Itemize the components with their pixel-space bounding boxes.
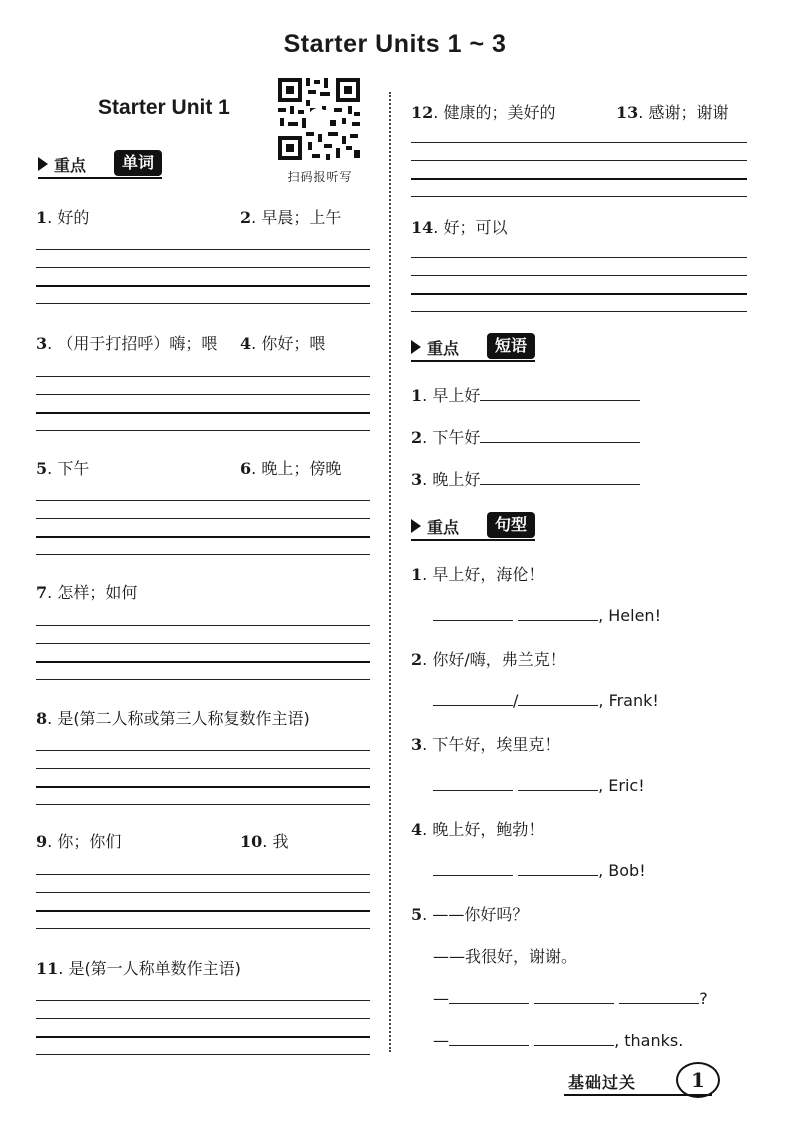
answer-line[interactable]	[36, 1036, 370, 1038]
answer-line[interactable]	[36, 1018, 370, 1019]
answer-line[interactable]	[36, 412, 370, 414]
page-title: Starter Units 1 ~ 3	[283, 30, 507, 58]
sentence-answer: , Eric!	[433, 774, 645, 795]
answer-line[interactable]	[36, 554, 370, 555]
sentence-item: 4. 晚上好，鲍勃！	[411, 820, 545, 839]
answer-line[interactable]	[411, 311, 747, 312]
word-item: 13. 感谢；谢谢	[616, 103, 729, 122]
answer-line[interactable]	[411, 257, 747, 258]
sentence-answer: / , Frank!	[433, 689, 659, 710]
word-item: 1. 好的	[36, 208, 90, 227]
section-label: 重点	[427, 518, 460, 537]
qr-caption: 扫码报听写	[287, 170, 353, 184]
answer-line[interactable]	[36, 249, 370, 250]
answer-blank[interactable]	[480, 426, 640, 443]
sentence-answer: — , thanks.	[433, 1031, 684, 1050]
answer-line[interactable]	[411, 142, 747, 143]
phrase-item: 2. 下午好	[411, 425, 640, 448]
answer-line[interactable]	[36, 661, 370, 663]
answer-line[interactable]	[36, 267, 370, 268]
answer-line[interactable]	[36, 910, 370, 912]
section-sentences-header	[411, 512, 551, 542]
word-item: 2. 早晨；上午	[240, 208, 342, 227]
word-item: 7. 怎样；如何	[36, 583, 138, 602]
section-label: 重点	[427, 339, 460, 358]
section-tag: 句型	[487, 512, 535, 538]
section-tag: 单词	[114, 150, 162, 176]
answer-line[interactable]	[36, 643, 370, 644]
answer-blank[interactable]	[433, 859, 513, 876]
sentence-answer: , Helen!	[433, 604, 661, 625]
answer-blank[interactable]	[433, 774, 513, 791]
answer-line[interactable]	[36, 786, 370, 788]
word-item: 10. 我	[240, 832, 289, 851]
word-item: 8. 是(第二人称或第三人称复数作主语)	[36, 709, 310, 728]
sentence-answer: — ?	[433, 989, 708, 1008]
sentence-item: 2. 你好/嗨，弗兰克！	[411, 650, 566, 669]
answer-line[interactable]	[36, 285, 370, 287]
sentence-item: 1. 早上好，海伦！	[411, 565, 545, 584]
answer-line[interactable]	[411, 196, 747, 197]
answer-line[interactable]	[36, 376, 370, 377]
answer-line[interactable]	[36, 1000, 370, 1001]
sentence-item: 5. ——你好吗？	[411, 905, 529, 924]
phrase-item: 1. 早上好	[411, 383, 640, 406]
answer-blank[interactable]	[480, 468, 640, 485]
answer-blank[interactable]	[518, 604, 598, 621]
answer-line[interactable]	[36, 892, 370, 893]
word-item: 14. 好；可以	[411, 218, 508, 237]
answer-blank[interactable]	[619, 987, 699, 1004]
word-item: 4. 你好；喂	[240, 334, 326, 353]
answer-blank[interactable]	[518, 774, 598, 791]
column-divider	[389, 92, 391, 1052]
answer-blank[interactable]	[480, 384, 640, 401]
answer-blank[interactable]	[518, 859, 598, 876]
phrase-item: 3. 晚上好	[411, 467, 640, 490]
sentence-line2: ——我很好，谢谢。	[433, 947, 578, 966]
sentence-item: 3. 下午好，埃里克！	[411, 735, 561, 754]
section-phrases-header	[411, 333, 551, 363]
footer-rule	[564, 1094, 712, 1096]
word-item: 3. （用于打招呼）嗨；喂	[36, 334, 218, 353]
qr-code-icon[interactable]	[276, 76, 362, 162]
answer-blank[interactable]	[449, 987, 529, 1004]
answer-line[interactable]	[36, 625, 370, 626]
answer-line[interactable]	[411, 178, 747, 180]
answer-blank[interactable]	[534, 987, 614, 1004]
answer-line[interactable]	[36, 804, 370, 805]
answer-line[interactable]	[411, 275, 747, 276]
triangle-icon	[411, 519, 421, 533]
answer-line[interactable]	[36, 394, 370, 395]
triangle-icon	[411, 340, 421, 354]
answer-blank[interactable]	[449, 1029, 529, 1046]
answer-line[interactable]	[36, 768, 370, 769]
answer-line[interactable]	[36, 750, 370, 751]
answer-line[interactable]	[36, 874, 370, 875]
word-item: 5. 下午	[36, 459, 90, 478]
section-tag: 短语	[487, 333, 535, 359]
answer-line[interactable]	[36, 518, 370, 519]
footer-label: 基础过关	[568, 1073, 637, 1092]
answer-line[interactable]	[36, 430, 370, 431]
section-label: 重点	[54, 156, 87, 175]
answer-blank[interactable]	[534, 1029, 614, 1046]
word-item: 11. 是(第一人称单数作主语)	[36, 959, 241, 978]
answer-blank[interactable]	[433, 689, 513, 706]
unit-title: Starter Unit 1	[98, 96, 230, 119]
answer-line[interactable]	[36, 1054, 370, 1055]
answer-line[interactable]	[36, 679, 370, 680]
answer-line[interactable]	[36, 500, 370, 501]
answer-line[interactable]	[411, 293, 747, 295]
section-words-header	[38, 150, 178, 180]
word-item: 12. 健康的；美好的	[411, 103, 556, 122]
answer-line[interactable]	[36, 928, 370, 929]
answer-line[interactable]	[411, 160, 747, 161]
word-item: 6. 晚上；傍晚	[240, 459, 342, 478]
triangle-icon	[38, 157, 48, 171]
word-item: 9. 你；你们	[36, 832, 122, 851]
answer-line[interactable]	[36, 303, 370, 304]
answer-line[interactable]	[36, 536, 370, 538]
answer-blank[interactable]	[518, 689, 598, 706]
sentence-answer: , Bob!	[433, 859, 646, 880]
answer-blank[interactable]	[433, 604, 513, 621]
page-number: 1	[676, 1062, 720, 1098]
